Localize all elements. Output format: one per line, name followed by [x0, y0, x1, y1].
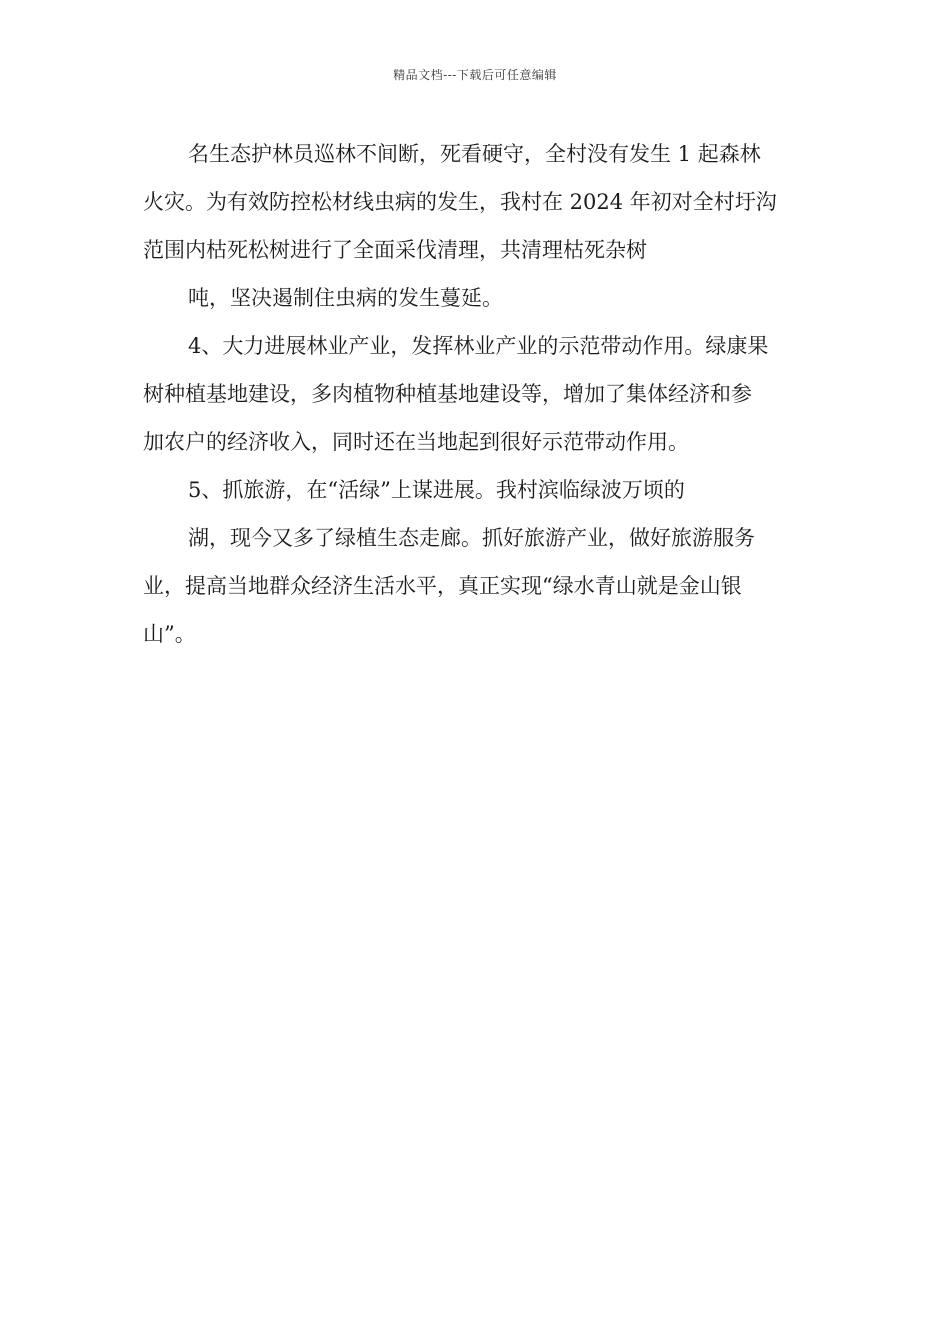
text-line: 吨，坚决遏制住虫病的发生蔓延。	[188, 286, 503, 310]
text-line: 湖，现今又多了绿植生态走廊。抓好旅游产业，做好旅游服务	[188, 526, 755, 550]
text-line: 4、大力进展林业产业，发挥林业产业的示范带动作用。绿康果	[188, 334, 769, 358]
text-line: 火灾。为有效防控松材线虫病的发生，我村在 2024 年初对全村圩沟	[143, 190, 777, 214]
text-line: 业，提高当地群众经济生活水平，真正实现“绿水青山就是金山银	[143, 574, 742, 598]
text-line: 名生态护林员巡林不间断，死看硬守，全村没有发生 1 起森林	[188, 142, 761, 166]
text-line: 加农户的经济收入，同时还在当地起到很好示范带动作用。	[143, 430, 689, 454]
page-header: 精品文档---下载后可任意编辑	[393, 68, 557, 82]
document-body	[143, 130, 815, 658]
text-line: 树种植基地建设，多肉植物种植基地建设等，增加了集体经济和参	[143, 382, 752, 406]
text-line: 5、抓旅游，在“活绿”上谋进展。我村滨临绿波万顷的	[188, 478, 685, 502]
text-line: 范围内枯死松树进行了全面采伐清理，共清理枯死杂树	[143, 238, 647, 262]
text-line: 山”。	[143, 622, 196, 646]
